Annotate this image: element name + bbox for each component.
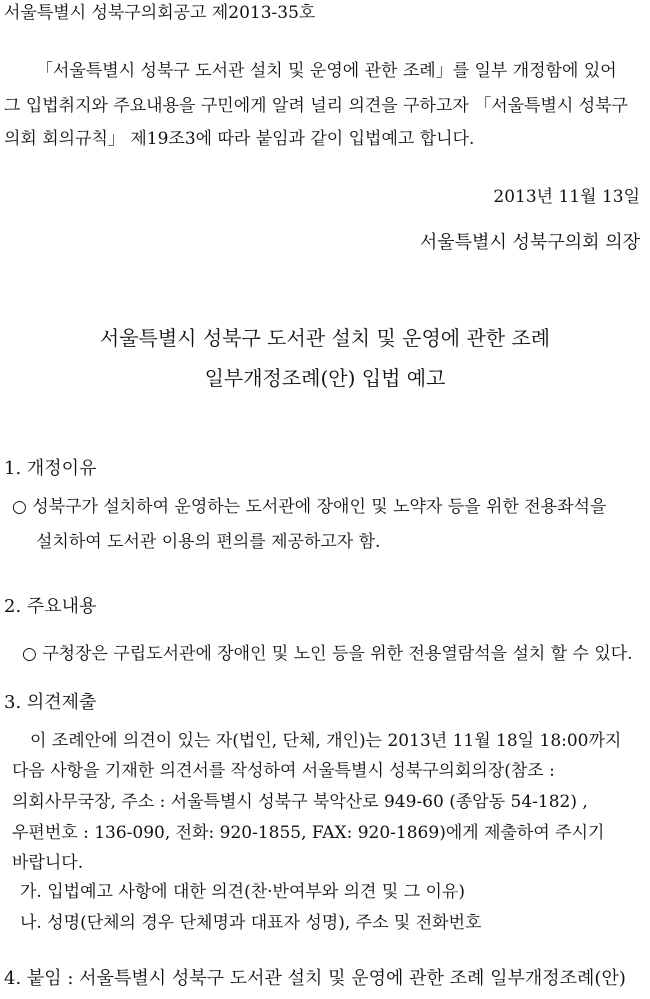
intro-line: 그 입법취지와 주요내용을 구민에게 알려 널리 의견을 구하고자 「서울특별시 성북구 [4,96,628,116]
title-line-1: 서울특별시 성북구 도서관 설치 및 운영에 관한 조례 [99,326,551,350]
section-body-line: 의회사무국장, 주소 : 서울특별시 성북구 북악산로 949-60 (종암동 54-182) , [12,792,588,812]
notice-number: 서울특별시 성북구의회공고 제2013-35호 [4,3,316,23]
notice-date: 2013년 11월 13일 [493,187,640,207]
section-heading: 1. 개정이유 [4,458,97,479]
section-heading: 2. 주요내용 [4,596,97,617]
section-heading: 3. 의견제출 [4,692,97,713]
list-item: 나. 성명(단체의 경우 단체명과 대표자 성명), 주소 및 전화번호 [20,913,482,933]
section-body-line: ○ 구청장은 구립도서관에 장애인 및 노인 등을 위한 전용열람석을 설치 할 수 있다. [22,644,633,664]
section-body-line: 다음 사항을 기재한 의견서를 작성하여 서울특별시 성북구의회의장(참조 : [12,761,555,781]
section-heading: 4. 붙임 : 서울특별시 성북구 도서관 설치 및 운영에 관한 조례 일부개정조례(안) [4,968,626,989]
section-body-line: 바랍니다. [12,853,84,873]
section-body-line: 설치하여 도서관 이용의 편의를 제공하고자 함. [36,532,381,552]
intro-line: 의회 회의규칙」 제19조3에 따라 붙임과 같이 입법예고 합니다. [4,129,475,149]
notice-signer: 서울특별시 성북구의회 의장 [419,232,640,253]
intro-line: 「서울특별시 성북구 도서관 설치 및 운영에 관한 조례」를 일부 개정함에 있어 [36,61,617,81]
section-body-line: 우편번호 : 136-090, 전화: 920-1855, FAX: 920-1869)에게 제출하여 주시기 [12,823,605,843]
title-line-2: 일부개정조례(안) 입법 예고 [204,366,446,390]
section-body-line: ○ 성북구가 설치하여 운영하는 도서관에 장애인 및 노약자 등을 위한 전용좌석을 [12,497,607,517]
section-body-line: 이 조례안에 의견이 있는 자(법인, 단체, 개인)는 2013년 11월 18일 18:00까지 [30,731,622,751]
list-item: 가. 입법예고 사항에 대한 의견(찬·반여부와 의견 및 그 이유) [20,882,466,902]
